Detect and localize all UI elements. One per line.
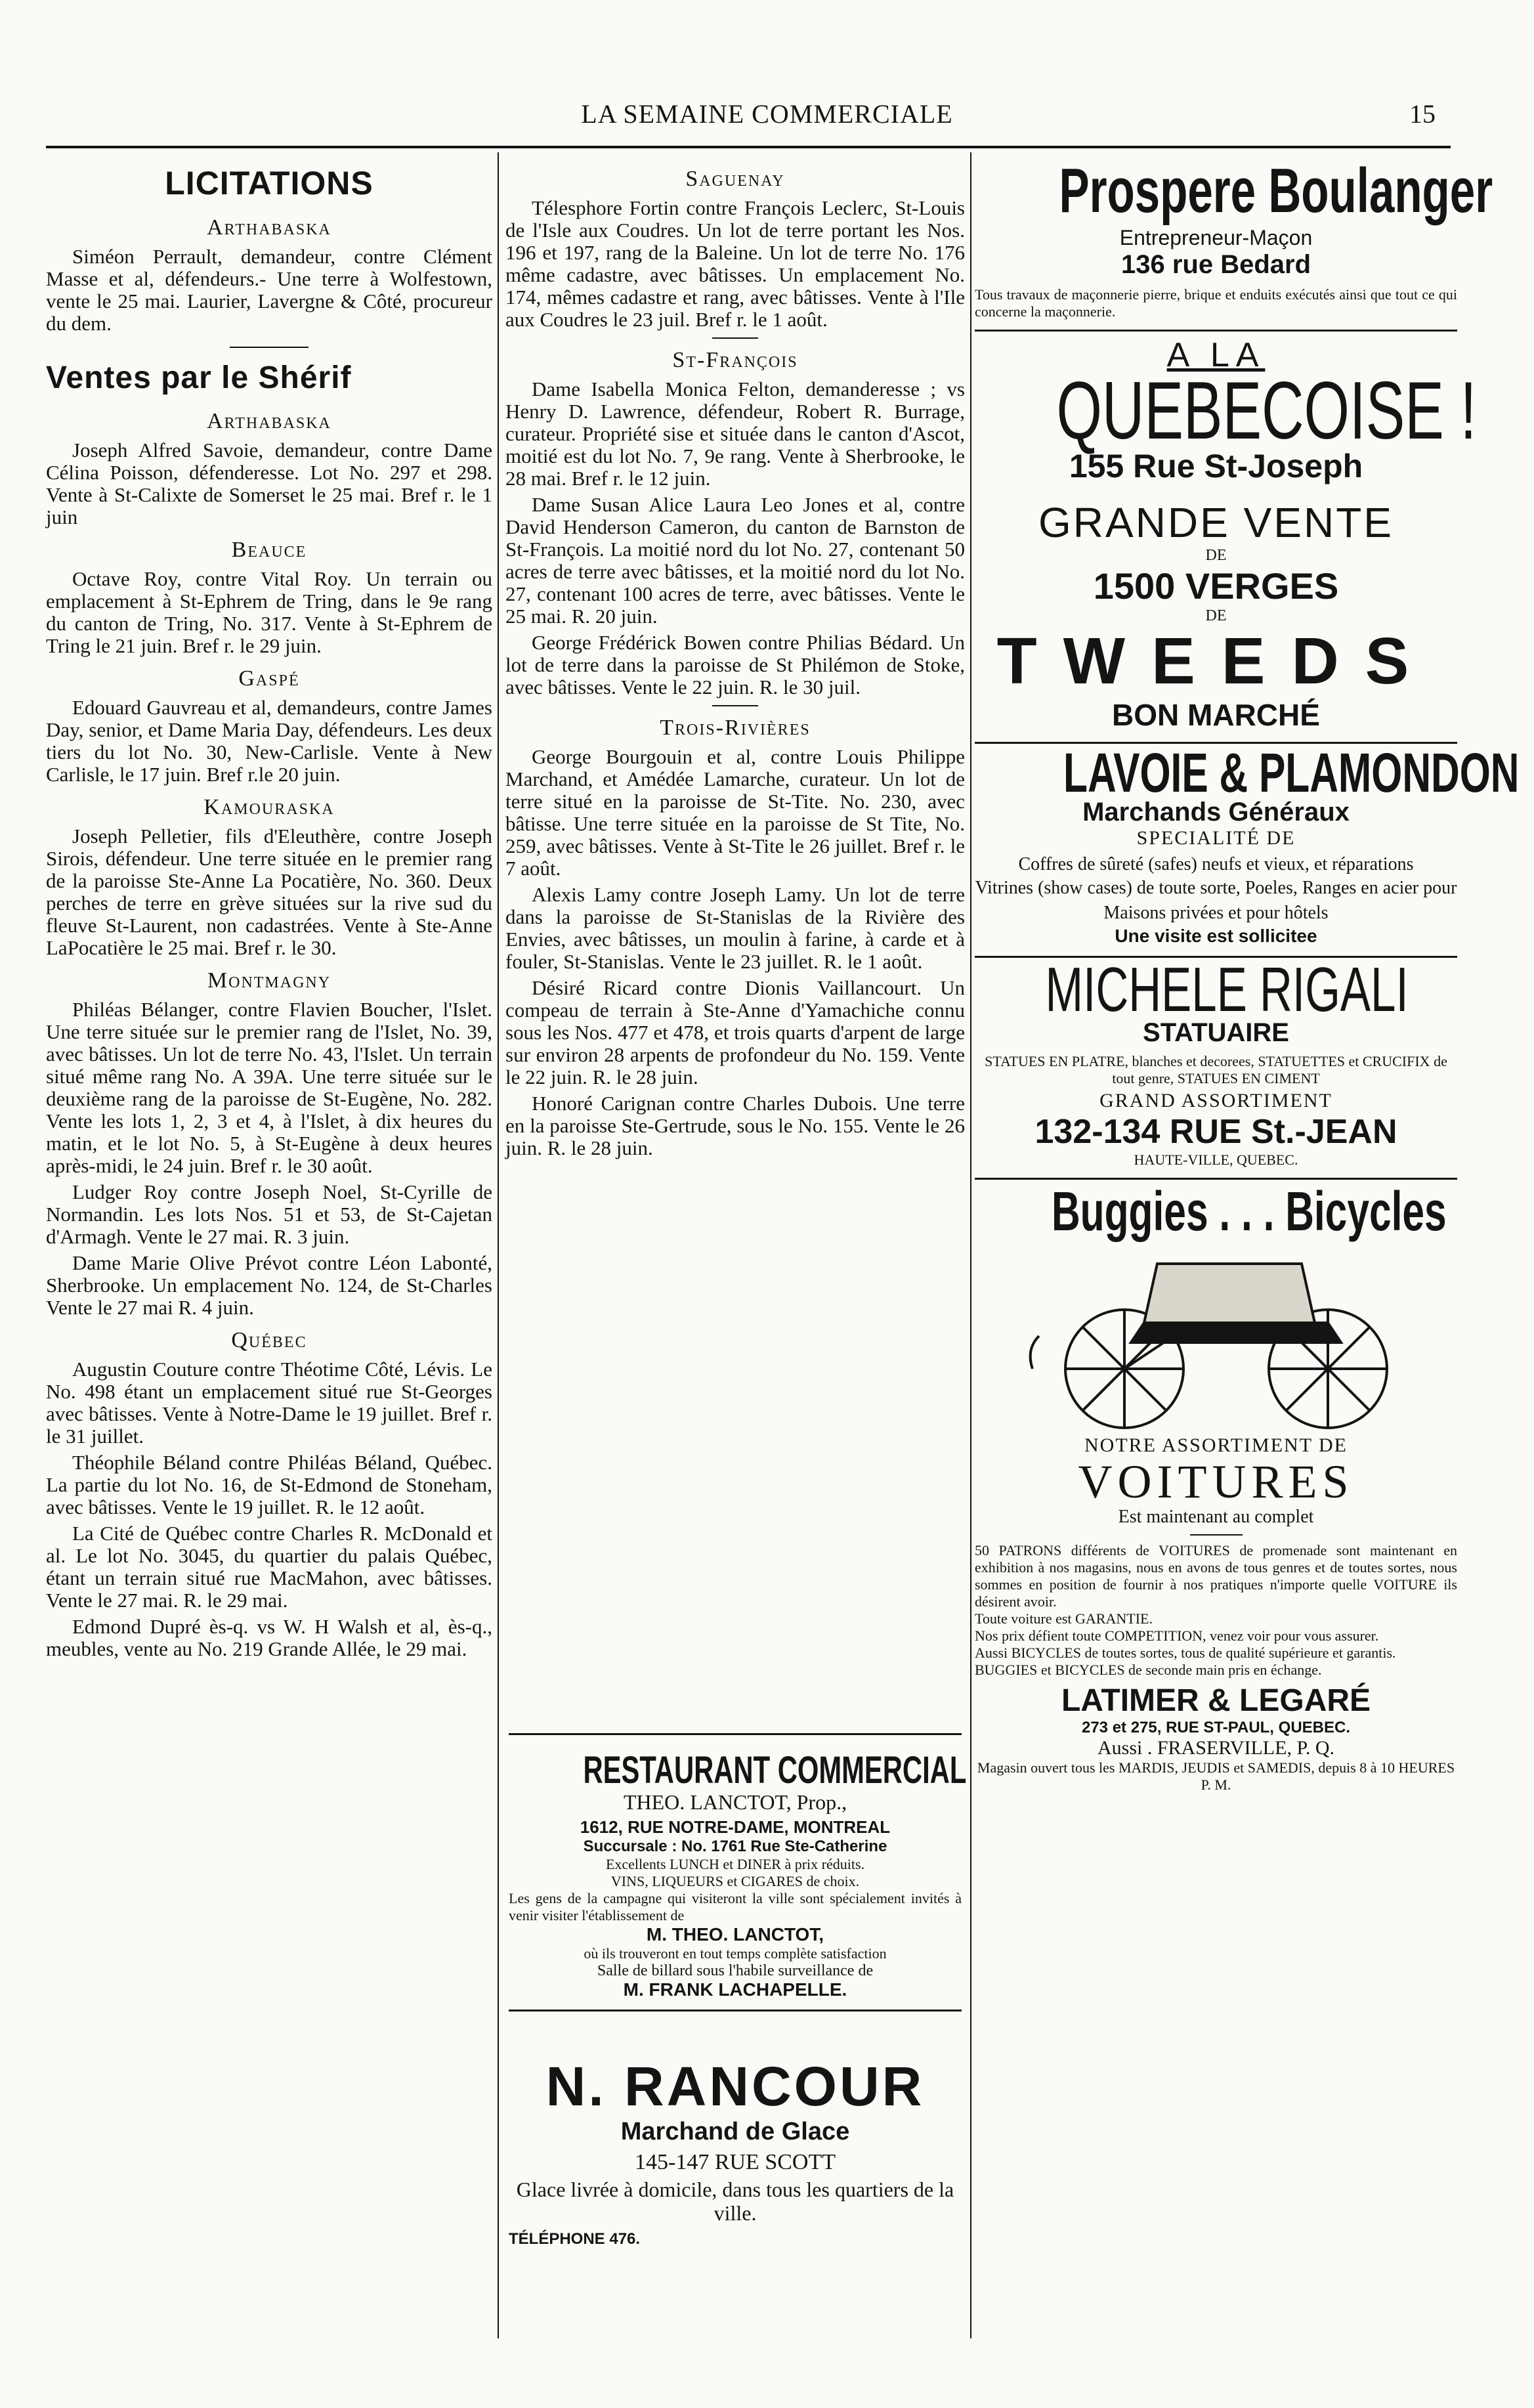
notice-entry: Dame Isabella Monica Felton, demanderesse ; vs Henry D. Lawrence, défendeur, Robert R. Burrage, curateur. Propriété sise et située dans le canton d'Ascot, moitié est du lot No. 7, 9e rang. Vente à Sherbrooke, le 28 mai. Bref r. le 12 juin. [505, 377, 965, 490]
quebecoise-price: BON MARCHÉ [1112, 698, 1320, 732]
quebecoise-qty: 1500 VERGES [1093, 565, 1339, 607]
quebecoise-tweeds: TWEEDS [996, 624, 1436, 698]
notice-entry: George Frédérick Bowen contre Philias Bédard. Un lot de terre dans la paroisse de St Philémon de Stoke, avec bâtisses. Vente le 22 juin. R. le 30 juil. [505, 631, 965, 699]
lavoie-ad [975, 742, 1520, 958]
publication-title: LA SEMAINE COMMERCIALE [581, 99, 953, 129]
buggies-voitures: VOITURES [1078, 1455, 1354, 1508]
district-heading: Trois-Rivières [660, 716, 811, 740]
district-heading: Beauce [231, 538, 307, 562]
notice-entry: George Bourgouin et al, contre Louis Philippe Marchand, et Amédée Lamarche, curateur. Un lot de terre situé en la paroisse de St-Tite. No. 230, avec bâtisse. Une terre située en la paroisse de St Tite, No. 259, avec bâtisses. Vente à St-Tite le 26 juillet. Bref r. le 7 août. [505, 745, 965, 880]
buggies-complet: Est maintenant au complet [1118, 1507, 1314, 1527]
restaurant-owner: M. THEO. LANCTOT, [646, 1924, 824, 1945]
notice-entry: Désiré Ricard contre Dionis Vaillancourt. Un compeau de terrain à Ste-Anne d'Yamachiche connu sous les Nos. 477 et 478, et trois quarts d'arpent de large sur environ 28 arpents de profondeur du No. 159. Vente le 22 juin. R. le 28 juin. [505, 976, 965, 1088]
quebecoise-ad [975, 332, 1477, 744]
buggies-hours: Magasin ouvert tous les MARDIS, JEUDIS et SAMEDIS, depuis 8 à 10 HEURES P. M. [977, 1759, 1455, 1793]
buggies-text: BUGGIES et BICYCLES de seconde main pris en échange. [975, 1662, 1322, 1678]
restaurant-line: Les gens de la campagne qui visiteront la ville sont spécialement invités à venir visiter l'établissement de [509, 1890, 962, 1924]
quebecoise-address: 155 Rue St-Joseph [1069, 448, 1363, 484]
rancour-text: Glace livrée à domicile, dans tous les quartiers de la ville. [516, 2178, 954, 2225]
notice-entry: Dame Marie Olive Prévot contre Léon Labonté, Sherbrooke. Un emplacement No. 124, de St-Charles Vente le 27 mai R. 4 juin. [46, 1251, 492, 1319]
buggies-address: 273 et 275, RUE ST-PAUL, QUEBEC. [1081, 1719, 1350, 1736]
notice-entry: Honoré Carignan contre Charles Dubois. Une terre en la paroisse Ste-Gertrude, sous le No. 155. Vente le 26 juin. R. le 28 juin. [505, 1092, 965, 1159]
notice-entry: Augustin Couture contre Théotime Côté, Lévis. Le No. 498 étant un emplacement situé rue St-Georges avec bâtisses. Vente à Notre-Dame le 19 juillet. Bref r. le 31 juillet. [46, 1358, 492, 1448]
rigali-city: HAUTE-VILLE, QUEBEC. [1134, 1151, 1298, 1168]
buggies-assort: NOTRE ASSORTIMENT DE [1084, 1434, 1348, 1456]
page-number: 15 [1409, 99, 1436, 129]
district-heading: Québec [231, 1328, 307, 1352]
notice-entry: Joseph Alfred Savoie, demandeur, contre Dame Célina Poisson, défenderesse. Lot No. 297 et 298. Vente à St-Calixte de Somerset le 25 mai. Bref r. le 1 juin [46, 439, 492, 528]
district-heading: Saguenay [685, 167, 785, 191]
sherif-heading: Ventes par le Shérif [46, 360, 352, 395]
restaurant-line: Salle de billard sous l'habile surveillance de [597, 1962, 874, 1979]
restaurant-address: 1612, RUE NOTRE-DAME, MONTREAL [580, 1817, 891, 1837]
buggies-text: 50 PATRONS différents de VOITURES de promenade sont maintenant en exhibition à nos magasins, nous en avons de tous genres et de toutes sortes, nous sommes en position de fournir à nos pratiques n'importe quelle VOITURE ils désirent avoir. [975, 1542, 1457, 1610]
buggies-title: Buggies . . . Bicycles [1051, 1180, 1447, 1242]
separator [1190, 1534, 1243, 1536]
page-header [0, 98, 1534, 138]
notice-entry: Edmond Dupré ès-q. vs W. H Walsh et al, ès-q., meubles, vente au No. 219 Grande Allée, le 29 mai. [46, 1615, 492, 1660]
rancour-trade: Marchand de Glace [620, 2118, 850, 2145]
header-rule [46, 146, 1451, 148]
notice-entry: Théophile Béland contre Philéas Béland, Québec. La partie du lot No. 16, de St-Edmond de Stoneham, avec bâtisses. Vente le 19 juillet. R. le 12 août. [46, 1451, 492, 1518]
restaurant-ad [509, 1733, 967, 2011]
district-heading: Gaspé [238, 666, 300, 691]
boulanger-name: Prospere Boulanger [1059, 156, 1493, 226]
notice-entry: Edouard Gauvreau et al, demandeurs, contre James Day, senior, et Dame Maria Day, défendeurs. Les deux tiers du lot No. 30, New-Carlisle. Vente à New Carlisle, le 17 juin. Bref r.le 20 juin. [46, 696, 492, 786]
rancour-address: 145-147 RUE SCOTT [635, 2150, 836, 2174]
boulanger-address: 136 rue Bedard [1120, 250, 1311, 279]
column-right [975, 156, 1520, 1794]
quebecoise-a-la: A LA [1166, 336, 1266, 374]
lavoie-name: LAVOIE & PLAMONDON [1063, 742, 1520, 804]
quebecoise-de: DE [1205, 607, 1227, 624]
buggies-text: Aussi BICYCLES de toutes sortes, tous de qualité supérieure et garantis. [975, 1645, 1396, 1661]
column-divider-1 [498, 152, 499, 2338]
notice-entry: Alexis Lamy contre Joseph Lamy. Un lot de terre dans la paroisse de St-Stanislas de la Rivière des Envies, avec bâtisses, un moulin à farine, à carde et à fouler, St-Stanislas. Vente le 23 juillet. R. le 1 août. [505, 883, 965, 973]
notice-entry: Siméon Perrault, demandeur, contre Clément Masse et al, défendeurs.- Une terre à Wolfestown, vente le 25 mai. Laurier, Lavergne & Côté, procureur du dem. [46, 245, 492, 335]
notice-entry: Ludger Roy contre Joseph Noel, St-Cyrille de Normandin. Les lots Nos. 51 et 53, de St-Cajetan d'Armagh. Vente le 27 mai. R. 3 juin. [46, 1180, 492, 1248]
rigali-name: MICHELE RIGALI [1045, 955, 1409, 1025]
quebecoise-de: DE [1205, 547, 1227, 564]
boulanger-text: Tous travaux de maçonnerie pierre, brique et enduits exécutés ainsi que tout ce qui concerne la maçonnerie. [975, 286, 1457, 320]
rancour-name: N. RANCOUR [545, 2055, 925, 2117]
notice-entry: Octave Roy, contre Vital Roy. Un terrain ou emplacement à St-Ephrem de Tring, dans le 9e rang du canton de Tring, No. 317. Vente à St-Ephrem de Tring le 21 juin. Bref r. le 29 juin. [46, 567, 492, 657]
column-left [46, 158, 492, 1664]
restaurant-name: RESTAURANT COMMERCIAL [583, 1749, 967, 1792]
column-divider-2 [970, 152, 971, 2338]
district-heading: Montmagny [207, 968, 331, 993]
district-heading: Kamouraska [203, 795, 335, 819]
licitations-heading: LICITATIONS [165, 165, 373, 202]
rigali-address: 132-134 RUE St.-JEAN [1034, 1113, 1397, 1151]
carriage-illustration [1013, 1237, 1420, 1434]
restaurant-branch: Succursale : No. 1761 Rue Ste-Catherine [583, 1838, 887, 1855]
lavoie-items: Coffres de sûreté (safes) neufs et vieux, et réparations [1018, 854, 1414, 874]
lavoie-trade: Marchands Généraux [1082, 798, 1350, 827]
restaurant-manager: M. FRANK LACHAPELLE. [509, 1979, 962, 2011]
restaurant-prop: THEO. LANCTOT, Prop., [623, 1790, 847, 1814]
rancour-phone: TÉLÉPHONE 476. [509, 2230, 641, 2248]
restaurant-line: VINS, LIQUEURS et CIGARES de choix. [610, 1873, 860, 1889]
lavoie-specialite: SPECIALITÉ DE [1136, 827, 1296, 849]
notice-entry: La Cité de Québec contre Charles R. McDonald et al. Le lot No. 3045, du quartier du palais Québec, étant un terrain situé rue MacMahon, avec bâtisses. Vente le 27 mai. R. le 29 mai. [46, 1522, 492, 1612]
district-heading: Arthabaska [207, 215, 331, 240]
notice-entry: Joseph Pelletier, fils d'Eleuthère, contre Joseph Sirois, défendeur. Une terre située en le premier rang de la paroisse Ste-Anne La Pocatière, No. 360. Deux perches de terre en grève situées sur la rive sud du fleuve St-Laurent, non cadastrées. Vente à Ste-Anne LaPocatière le 25 mai. Bref r. le 30. [46, 825, 492, 959]
rigali-ad [975, 955, 1457, 1180]
buggies-branch: Aussi . FRASERVILLE, P. Q. [1097, 1737, 1334, 1759]
quebecoise-name: QUEBECOISE ! [1056, 366, 1477, 456]
buggies-text: Toute voiture est GARANTIE. [975, 1610, 1153, 1627]
boulanger-trade: Entrepreneur-Maçon [1119, 226, 1313, 249]
notice-entry: Philéas Bélanger, contre Flavien Boucher, l'Islet. Une terre située sur le premier rang de l'Islet, No. 39, avec bâtisses. Un lot de terre No. 43, l'Islet. Un terrain situé même rang No. A 39A. Une terre située sur le deuxième rang de la paroisse de St-Eugène, No. 282. Vente les lots 1, 2, 3 et 4, à l'Islet, à dix heures du matin, et le lot No. 5, à St-Eugène à deux heures après-midi, le 24 juin. Bref r. le 30 août. [46, 998, 492, 1177]
separator [230, 347, 309, 348]
rigali-assortiment: GRAND ASSORTIMENT [1099, 1090, 1332, 1111]
lavoie-visit: Une visite est sollicitee [1115, 926, 1317, 946]
quebecoise-vente: GRANDE VENTE [1038, 499, 1394, 546]
buggies-ad [975, 1180, 1457, 1794]
restaurant-line: Excellents LUNCH et DINER à prix réduits. [605, 1856, 865, 1872]
district-heading: St-François [672, 348, 798, 372]
notice-entry: Télesphore Fortin contre François Leclerc, St-Louis de l'Isle aux Coudres. Un lot de terre portant les Nos. 196 et 197, rang de la Baleine. Un lot de terre No. 176 même cadastre, avec bâtisses. Un emplacement No. 174, mêmes cadastre et rang, avec bâtisses. Vente à l'Ile aux Coudres le 23 juil. Bref r. le 1 août. [505, 196, 965, 331]
column-middle [505, 158, 965, 1163]
lavoie-items: Vitrines (show cases) de toute sorte, Poeles, Ranges en acier pour Maisons privées et pour hôtels [975, 878, 1457, 923]
rigali-trade: STATUAIRE [1143, 1018, 1289, 1047]
separator [712, 337, 758, 339]
restaurant-line: où ils trouveront en tout temps complète satisfaction [584, 1945, 887, 1962]
buggies-text: Nos prix défient toute COMPETITION, venez voir pour vous assurer. [975, 1627, 1379, 1644]
boulanger-ad [975, 156, 1493, 332]
separator [712, 705, 758, 706]
notice-entry: Dame Susan Alice Laura Leo Jones et al, contre David Henderson Cameron, du canton de Barnston de St-François. La moitié nord du lot No. 27, contenant 50 acres de terre avec bâtisses, et la moitié nord du lot No. 27, contenant 100 acres de terre, avec bâtisses. Vente le 25 mai. R. 20 juin. [505, 493, 965, 628]
rigali-items: STATUES EN PLATRE, blanches et decorees, STATUETTES et CRUCIFIX de tout genre, STATUES EN CIMENT [985, 1053, 1447, 1086]
buggies-firm: LATIMER & LEGARÉ [1061, 1683, 1371, 1718]
rancour-ad [509, 2055, 962, 2248]
district-heading: Arthabaska [207, 409, 331, 433]
